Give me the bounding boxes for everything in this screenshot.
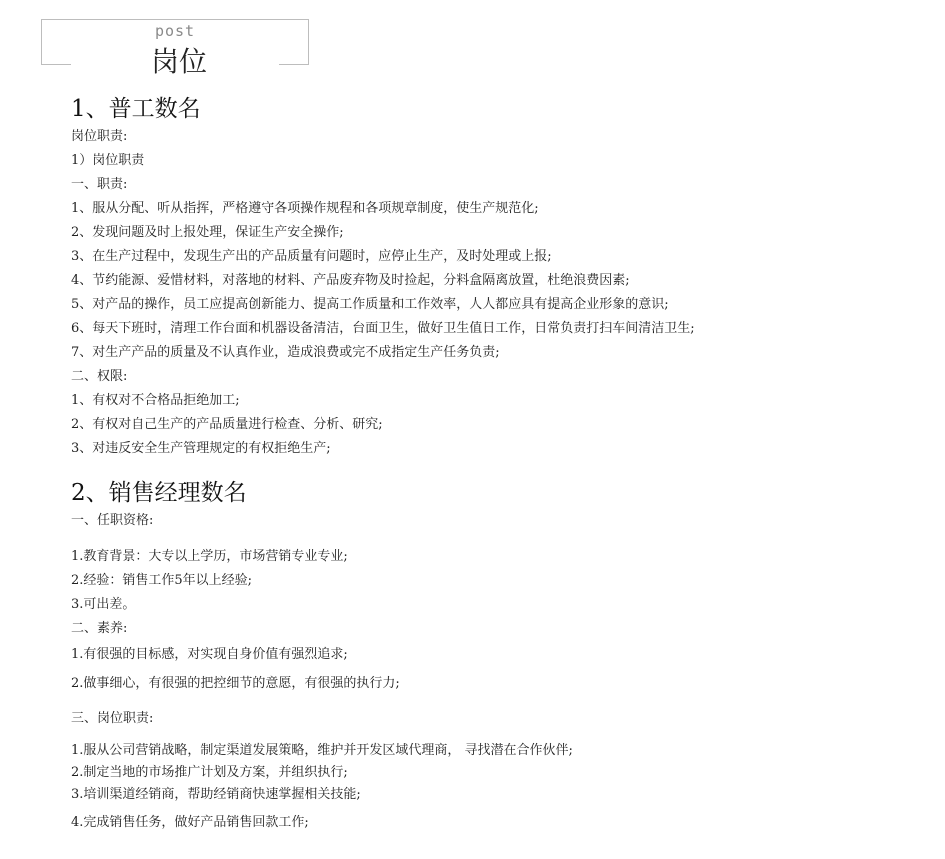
text-line: 一、任职资格:: [71, 513, 154, 528]
text-line: 3.培训渠道经销商，帮助经销商快速掌握相关技能;: [71, 787, 361, 802]
text-line: 6、每天下班时，清理工作台面和机器设备清洁，台面卫生，做好卫生值日工作，日常负责打扫车间清洁卫生;: [71, 321, 695, 336]
text-line: 4、节约能源、爱惜材料，对落地的材料、产品废弃物及时捡起，分料盒隔离放置，杜绝浪费因素;: [71, 273, 630, 288]
text-line: 1.教育背景：大专以上学历，市场营销专业专业;: [71, 549, 348, 564]
text-line: 5、对产品的操作，员工应提高创新能力、提高工作质量和工作效率，人人都应具有提高企业形象的意识;: [71, 297, 669, 312]
text-line: 1、服从分配、听从指挥，严格遵守各项操作规程和各项规章制度，使生产规范化;: [71, 201, 539, 216]
text-line: 4.完成销售任务，做好产品销售回款工作;: [71, 815, 309, 830]
section-heading-worker: 1、普工数名: [71, 96, 201, 122]
section-heading-sales-manager: 2、销售经理数名: [71, 480, 247, 506]
text-line: 1）岗位职责: [71, 153, 145, 168]
text-line: 2.做事细心，有很强的把控细节的意愿，有很强的执行力;: [71, 676, 400, 691]
text-line: 3.可出差。: [71, 597, 136, 612]
text-line: 2.制定当地的市场推广计划及方案，并组织执行;: [71, 765, 348, 780]
title-frame-top: [41, 19, 309, 20]
text-line: 1.有很强的目标感，对实现自身价值有强烈追求;: [71, 647, 348, 662]
text-line: 三、岗位职责:: [71, 711, 154, 726]
text-line: 7、对生产产品的质量及不认真作业，造成浪费或完不成指定生产任务负责;: [71, 345, 500, 360]
text-line: 2、有权对自己生产的产品质量进行检查、分析、研究;: [71, 417, 383, 432]
text-line: 2.经验：销售工作5年以上经验;: [71, 573, 253, 588]
title-english: post: [154, 22, 196, 40]
text-line: 一、职责:: [71, 177, 128, 192]
text-line: 2、发现问题及时上报处理，保证生产安全操作;: [71, 225, 344, 240]
text-line: 二、权限:: [71, 369, 128, 384]
text-line: 1、有权对不合格品拒绝加工;: [71, 393, 240, 408]
text-line: 3、对违反安全生产管理规定的有权拒绝生产;: [71, 441, 331, 456]
title-box: [41, 19, 309, 78]
text-line: 1.服从公司营销战略，制定渠道发展策略，维护并开发区域代理商， 寻找潜在合作伙伴;: [71, 743, 573, 758]
text-line: 3、在生产过程中，发现生产出的产品质量有问题时，应停止生产，及时处理或上报;: [71, 249, 552, 264]
text-line: 二、素养:: [71, 621, 128, 636]
text-line: 岗位职责:: [71, 129, 128, 144]
page-title: 岗位: [150, 45, 207, 78]
